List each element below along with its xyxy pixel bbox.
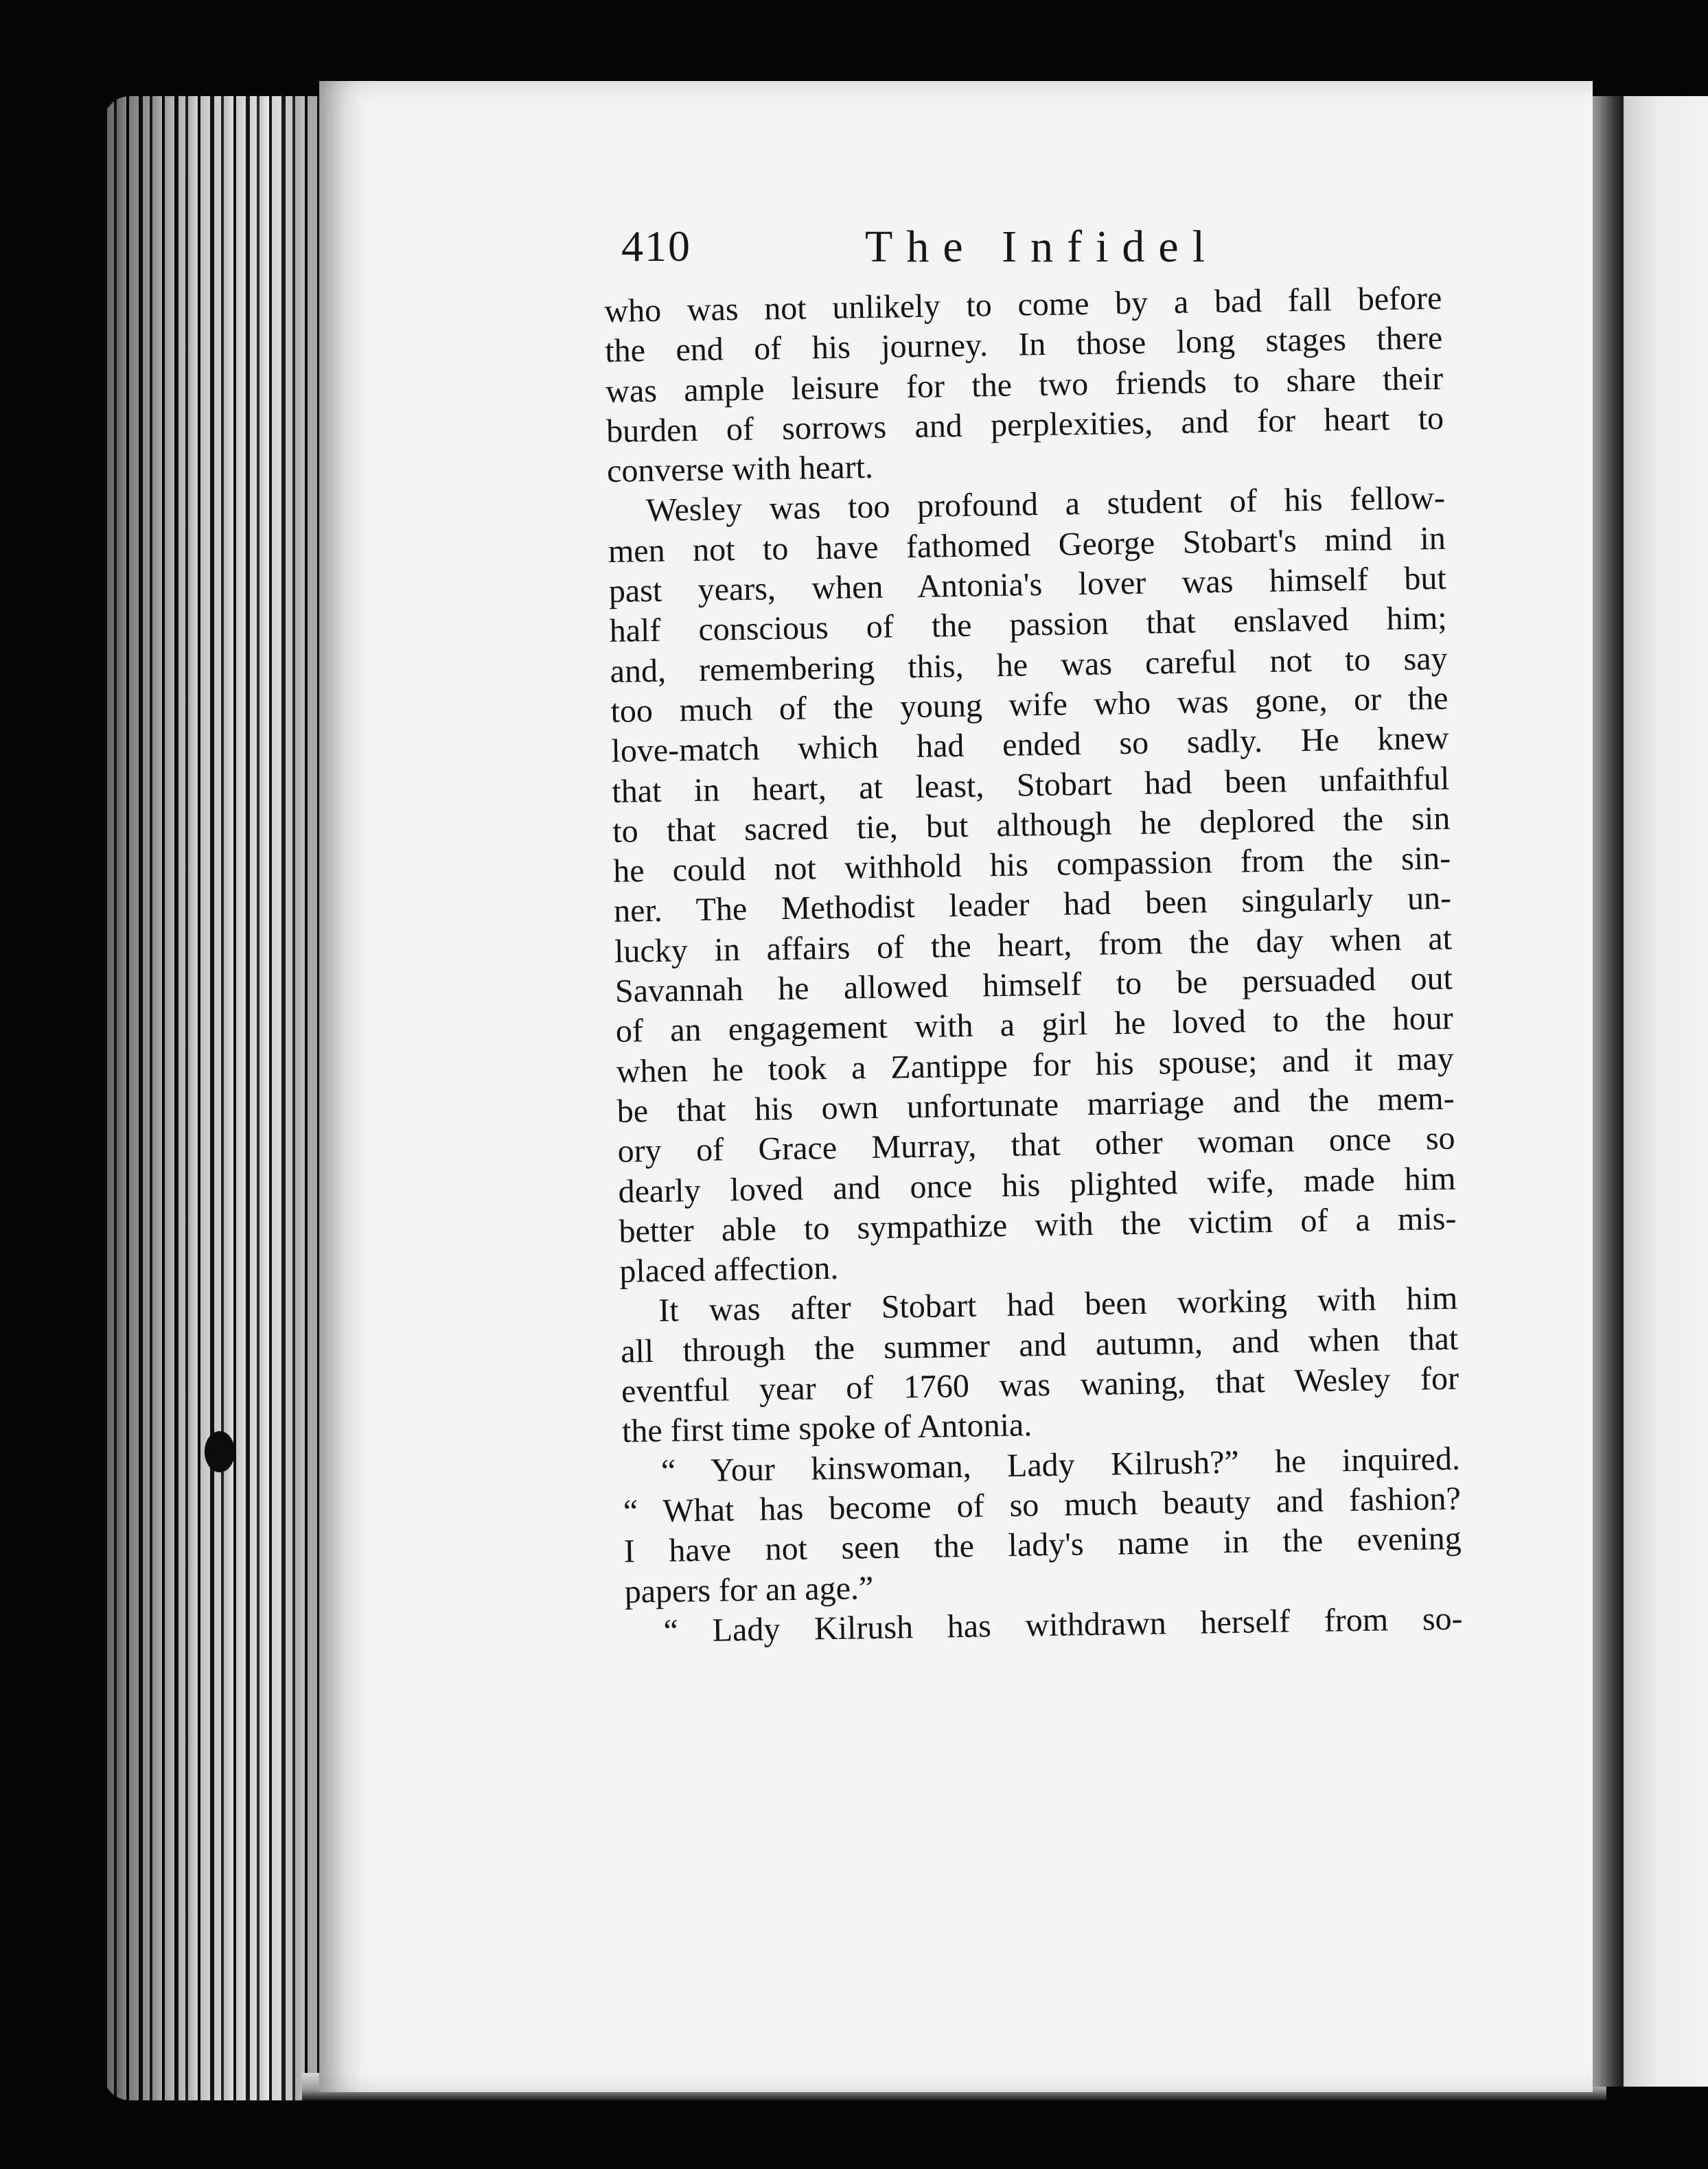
body-text	[604, 279, 1463, 1652]
text-line: Savannah he allowed himself to be persuaded out	[614, 960, 1453, 1010]
page-number: 410	[621, 222, 691, 270]
text-line: papers for an age.”	[624, 1569, 874, 1610]
text-line: to that sacred tie, but although he deplored the sin	[612, 800, 1451, 850]
text-line: placed affection.	[619, 1249, 839, 1290]
text-line: Wesley was too profound a student of his fellow-	[645, 480, 1446, 529]
text-line: the end of his journey. In those long stages there	[604, 320, 1443, 370]
text-line: past years, when Antonia's lover was himself but	[608, 559, 1447, 610]
text-line: when he took a Zantippe for his spouse; and it may	[616, 1040, 1455, 1090]
text-line: be that his own unfortunate marriage and the mem-	[616, 1080, 1455, 1130]
text-line: was ample leisure for the two friends to share their	[605, 360, 1444, 410]
text-line: men not to have fathomed George Stobart's mind in	[608, 520, 1446, 570]
text-line: the first time spoke of Antonia.	[621, 1406, 1032, 1450]
text-line: eventful year of 1760 was waning, that Wesley for	[621, 1360, 1459, 1410]
text-line: that in heart, at least, Stobart had been unfaithful	[612, 760, 1450, 810]
text-line: of an engagement with a girl he loved to the hour	[615, 1000, 1454, 1050]
text-line: ory of Grace Murray, that other woman once so	[617, 1120, 1455, 1170]
text-line: “ Your kinswoman, Lady Kilrush?” he inquired.	[660, 1440, 1461, 1489]
facing-page-edge	[1624, 96, 1708, 2087]
text-line: “ Lady Kilrush has withdrawn herself from so-	[663, 1600, 1463, 1649]
text-line: and, remembering this, he was careful not to say	[610, 640, 1448, 690]
text-line: too much of the young wife who was gone, or the	[610, 680, 1449, 730]
text-line: he could not withhold his compassion from the sin-	[612, 839, 1451, 890]
text-line: converse with heart.	[606, 449, 874, 490]
text-line: I have not seen the lady's name in the evening	[623, 1520, 1462, 1570]
text-line: lucky in affairs of the heart, from the day when at	[614, 920, 1453, 970]
text-line: It was after Stobart had been working with him	[658, 1280, 1458, 1330]
text-line: all through the summer and autumn, and when that	[620, 1320, 1459, 1370]
text-line: love-match which had ended so sadly. He knew	[611, 720, 1449, 770]
text-line: dearly loved and once his plighted wife, made him	[618, 1160, 1456, 1210]
text-line: ner. The Methodist leader had been singularly un-	[613, 880, 1452, 930]
text-line: burden of sorrows and perplexities, and for heart to	[605, 399, 1444, 450]
page-edge-blemish	[205, 1431, 235, 1472]
text-line: better able to sympathize with the victim of a mis-	[619, 1200, 1457, 1250]
text-line: “ What has become of so much beauty and fashion?	[623, 1480, 1462, 1530]
fore-edge-shadow	[103, 96, 330, 2100]
book-title: The Infidel	[865, 222, 1219, 272]
running-head	[621, 221, 1445, 283]
text-line: who was not unlikely to come by a bad fall before	[604, 279, 1442, 329]
text-line: half conscious of the passion that enslaved him;	[609, 600, 1448, 650]
